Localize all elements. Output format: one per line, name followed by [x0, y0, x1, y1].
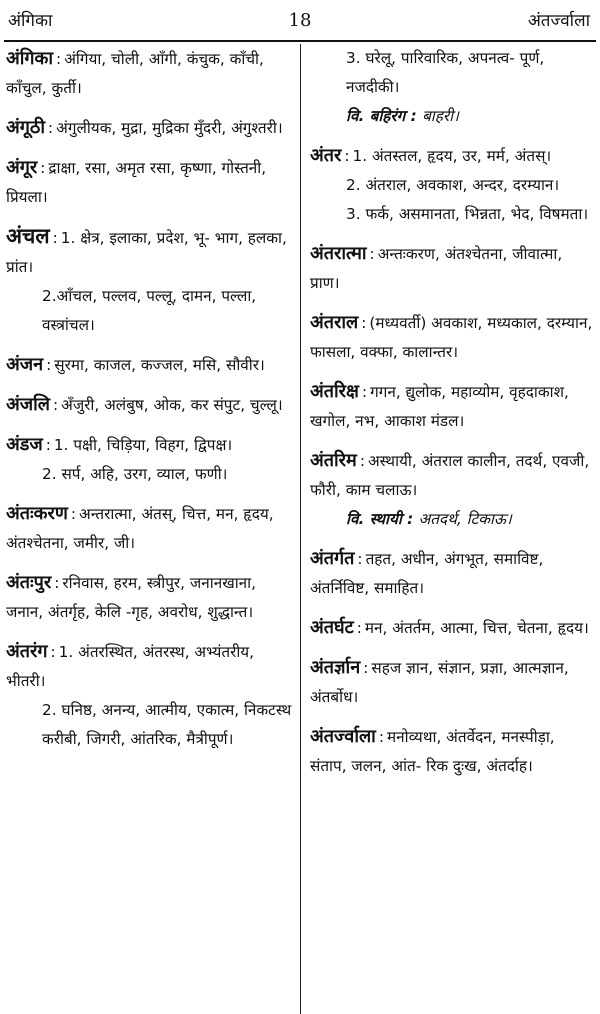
entry-separator: : — [361, 383, 368, 401]
entry-main — [6, 637, 292, 696]
dictionary-entry — [310, 446, 596, 534]
entry-headword: अंतर्गत — [310, 548, 355, 569]
entry-separator: : — [369, 245, 375, 263]
dictionary-entry — [310, 44, 596, 131]
entry-definition: 1. अंतस्तल, हृदय, उर, मर्म, अंतस्। — [352, 147, 552, 165]
entry-separator: : — [52, 229, 58, 247]
entry-headword: अंतरंग — [6, 641, 48, 662]
entry-separator: : — [361, 314, 367, 332]
entry-main — [310, 722, 596, 781]
entry-separator: : — [52, 396, 59, 414]
dictionary-entry — [6, 44, 292, 103]
antonym-text: अतदर्थ, टिकाऊ। — [418, 510, 512, 528]
entry-headword: अंजन — [6, 354, 44, 375]
dictionary-entry — [6, 153, 292, 212]
entry-definition: अस्थायी, अंतराल कालीन, तदर्थ, एवजी, फौरी, काम चलाऊ। — [310, 452, 590, 499]
dictionary-entry — [6, 350, 292, 380]
entry-main — [310, 613, 596, 643]
column-divider — [300, 44, 301, 1014]
entry-definition: मनोव्यथा, अंतर्वेदन, मनस्पीड़ा, संताप, जलन, आंत- रिक दुःख, अंतर्दाह। — [310, 728, 555, 775]
entry-headword: अंजलि — [6, 394, 50, 415]
entry-headword: अंतराल — [310, 312, 359, 333]
entry-headword: अंतरात्मा — [310, 243, 367, 264]
page-number: 18 — [288, 10, 312, 31]
entry-definition: द्राक्षा, रसा, अमृत रसा, कृष्णा, गोस्तनी, प्रियला। — [6, 159, 267, 206]
entry-separator: : — [56, 50, 62, 68]
entry-headword: अंतर्ज्वाला — [310, 726, 376, 747]
entry-main — [6, 390, 292, 420]
entry-definition: अंगिया, चोली, आँगी, कंचुक, काँची, काँचुल, कुर्ती। — [6, 50, 264, 97]
entry-main — [6, 113, 292, 143]
entry-main — [6, 222, 292, 282]
entry-definition: 1. अंतरस्थित, अंतरस्थ, अभ्यंतरीय, भीतरी। — [6, 643, 255, 690]
antonym-label: वि. स्थायी : — [346, 510, 419, 528]
entry-separator: : — [45, 436, 51, 454]
entry-definition: अँजुरी, अलंबुष, ओक, कर संपुट, चुल्लू। — [61, 396, 283, 414]
entry-definition: 1. पक्षी, चिड़िया, विहग, द्विपक्ष। — [53, 436, 233, 454]
entry-headword: अंचल — [6, 224, 50, 248]
dictionary-entry — [6, 390, 292, 420]
dictionary-entry — [6, 637, 292, 754]
entry-definition: तहत, अधीन, अंगभूत, समाविष्ट, अंतर्निविष्ट, समाहित। — [310, 550, 544, 597]
entry-headword: अंतर — [310, 145, 342, 166]
entry-antonym — [310, 102, 596, 131]
entry-sense: 2. अंतराल, अवकाश, अन्दर, दरम्यान। — [346, 176, 560, 194]
running-head-left: अंगिका — [8, 11, 53, 31]
entry-main — [6, 44, 292, 103]
entry-definition: सुरमा, काजल, कज्जल, मसि, सौवीर। — [54, 356, 265, 374]
dictionary-entry — [310, 141, 596, 229]
entry-main — [310, 239, 596, 298]
entry-separator: : — [70, 505, 77, 523]
entry-headword: अंतर्ज्ञान — [310, 657, 361, 678]
left-column — [6, 44, 292, 764]
entry-separator: : — [356, 619, 362, 637]
dictionary-entry — [310, 308, 596, 367]
entry-definition: अंगुलीयक, मुद्रा, मुद्रिका मुँदरी, अंगुश्तरी। — [56, 119, 283, 137]
entry-main — [6, 430, 292, 460]
dictionary-entry — [310, 722, 596, 781]
entry-headword: अंगूठी — [6, 117, 46, 138]
entry-separator: : — [54, 574, 60, 592]
entry-headword: अंतःपुर — [6, 572, 52, 593]
entry-main — [310, 141, 596, 171]
entry-antonym — [310, 505, 596, 534]
dictionary-entry — [310, 377, 596, 436]
entry-separator: : — [40, 159, 46, 177]
entry-separator: : — [363, 659, 369, 677]
entry-headword: अंगूर — [6, 157, 38, 178]
dictionary-entry — [6, 222, 292, 340]
entry-main — [310, 446, 596, 505]
entry-headword: अंतःकरण — [6, 503, 68, 524]
dictionary-entry — [310, 653, 596, 712]
entry-separator: : — [50, 643, 56, 661]
dictionary-entry — [310, 544, 596, 603]
entry-sense: 3. फर्क, असमानता, भिन्नता, भेद, विषमता। — [346, 205, 589, 223]
running-head-right: अंतर्ज्वाला — [527, 11, 590, 31]
entry-main — [310, 653, 596, 712]
entry-headword: अंतर्घट — [310, 617, 354, 638]
entry-main — [6, 153, 292, 212]
entry-headword: अंगिका — [6, 48, 54, 69]
entry-sense: 2. सर्प, अहि, उरग, व्याल, फणी। — [42, 465, 228, 483]
right-column — [310, 44, 596, 791]
entry-definition: (मध्यवर्ती) अवकाश, मध्यकाल, दरम्यान, फासला, वक्फा, कालान्तर। — [310, 314, 593, 361]
entry-definition: सहज ज्ञान, संज्ञान, प्रज्ञा, आत्मज्ञान, अंतर्बोध। — [310, 659, 569, 706]
dictionary-entry — [6, 113, 292, 143]
entry-sense: 3. घरेलू, पारिवारिक, अपनत्व- पूर्ण, नजदीकी। — [346, 49, 545, 96]
entry-main — [310, 308, 596, 367]
entry-main — [310, 544, 596, 603]
dictionary-entry — [310, 239, 596, 298]
header-rule — [4, 40, 596, 42]
entry-headword: अंतरिम — [310, 450, 357, 471]
entry-separator: : — [378, 728, 384, 746]
dictionary-entry — [310, 613, 596, 643]
antonym-label: वि. बहिरंग : — [346, 107, 423, 125]
entry-separator: : — [48, 119, 54, 137]
entry-definition: 1. क्षेत्र, इलाका, प्रदेश, भू- भाग, हलका, प्रांत। — [6, 229, 287, 276]
entry-headword: अंतरिक्ष — [310, 381, 359, 402]
entry-main — [6, 568, 292, 627]
entry-separator: : — [46, 356, 52, 374]
entry-main — [6, 499, 292, 558]
entry-definition: मन, अंतर्तम, आत्मा, चित्त, चेतना, हृदय। — [364, 619, 589, 637]
entry-definition: अन्तरात्मा, अंतस्, चित्त, मन, हृदय, अंतश्चेतना, जमीर, जी। — [6, 505, 274, 552]
dictionary-entry — [6, 568, 292, 627]
dictionary-entry — [6, 499, 292, 558]
entry-sense: 2.आँचल, पल्लव, पल्लू, दामन, पल्ला, वस्त्रांचल। — [42, 287, 257, 334]
antonym-text: बाहरी। — [422, 107, 459, 125]
dictionary-entry — [6, 430, 292, 489]
entry-separator: : — [359, 452, 365, 470]
entry-separator: : — [344, 147, 350, 165]
entry-main — [6, 350, 292, 380]
entry-headword: अंडज — [6, 434, 43, 455]
entry-separator: : — [357, 550, 363, 568]
entry-main — [310, 377, 596, 436]
entry-sense: 2. घनिष्ठ, अनन्य, आत्मीय, एकात्म, निकटस्थ करीबी, जिगरी, आंतरिक, मैत्रीपूर्ण। — [42, 701, 292, 748]
entry-definition: अन्तःकरण, अंतश्चेतना, जीवात्मा, प्राण। — [310, 245, 563, 292]
entry-definition: गगन, द्युलोक, महाव्योम, वृहदाकाश, खगोल, नभ, आकाश मंडल। — [310, 383, 569, 430]
entry-definition: रनिवास, हरम, स्त्रीपुर, जनानखाना, जनान, अंतर्गृह, केलि -गृह, अवरोध, शुद्धान्त। — [6, 574, 256, 621]
